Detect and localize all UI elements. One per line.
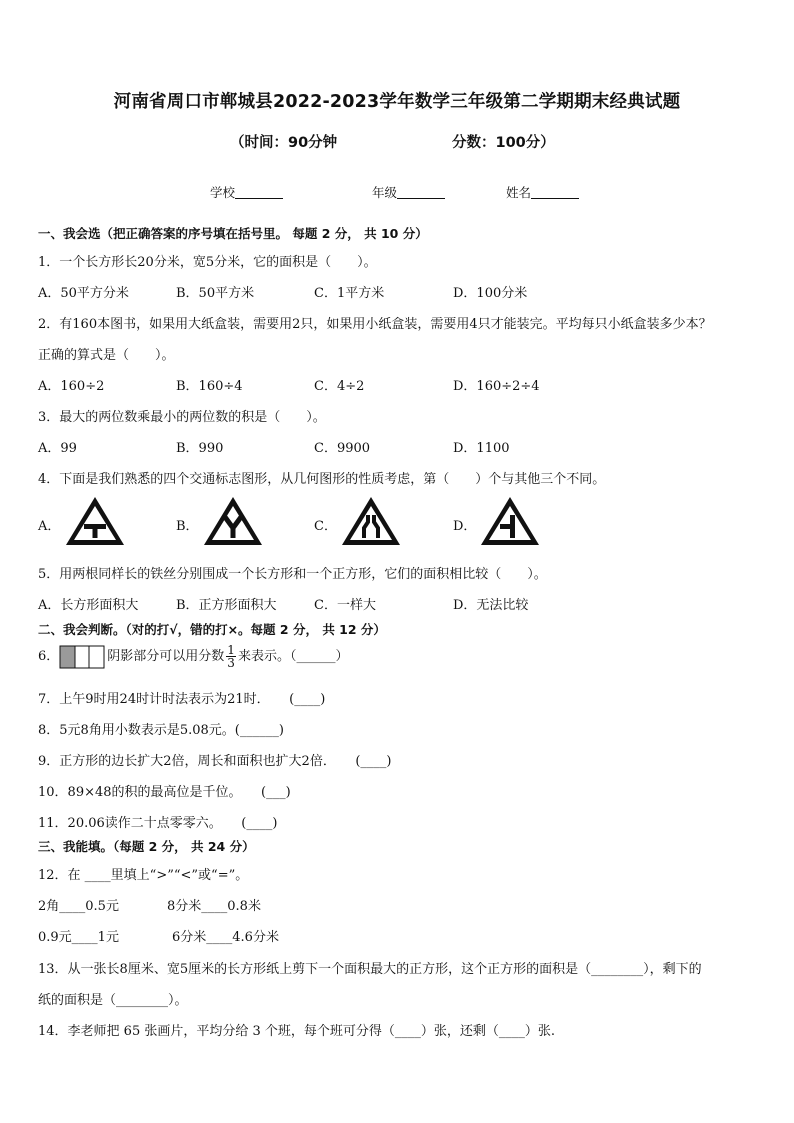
exam-score: 分数：100分） (452, 135, 555, 151)
school-blank[interactable] (235, 186, 283, 199)
q12-item-1[interactable]: 2角____0.5元 (38, 899, 119, 914)
question-13-line1: 13．从一张长8厘米、宽5厘米的长方形纸上剪下一个面积最大的正方形，这个正方形的面积是（________），剩下的 (38, 962, 702, 977)
question-2-line1: 2．有160本图书，如果用大纸盒装，需要用2只，如果用小纸盒装，需要用4只才能装完。平均每只小纸盒装多少本？ (38, 317, 712, 332)
page-title: 河南省周口市郸城县2022-2023学年数学三年级第二学期期末经典试题 (113, 92, 681, 112)
one-third-fraction (226, 644, 236, 669)
q12-item-2[interactable]: 8分米____0.8米 (167, 899, 261, 914)
q2-option-d[interactable]: D．160÷2÷4 (453, 379, 540, 394)
q1-option-b[interactable]: B．50平方米 (176, 286, 255, 301)
grade-label: 年级 (372, 185, 398, 200)
q1-option-c[interactable]: C．1平方米 (314, 286, 385, 301)
q1-option-d[interactable]: D．100分米 (453, 286, 528, 301)
question-7: 7．上午9时用24时计时法表示为21时． (____) (38, 692, 326, 707)
section3-heading: 三、我能填。（每题 2 分， 共 24 分） (38, 839, 255, 854)
question-13-line2: 纸的面积是（________）。 (38, 993, 188, 1008)
question-9: 9．正方形的边长扩大2倍，周长和面积也扩大2倍． (____) (38, 754, 392, 769)
q4-option-c[interactable]: C． (314, 519, 337, 534)
q12-item-3[interactable]: 0.9元____1元 (38, 930, 119, 945)
name-label: 姓名 (506, 185, 532, 200)
side-road-sign-icon (479, 495, 541, 547)
school-field[interactable] (210, 183, 283, 201)
grade-field[interactable] (372, 183, 445, 201)
t-junction-sign-icon (64, 495, 126, 547)
q2-option-b[interactable]: B．160÷4 (176, 379, 243, 394)
road-narrows-sign-icon (340, 495, 402, 547)
q12-item-4[interactable]: 6分米____4.6分米 (172, 930, 279, 945)
shaded-rectangle-figure (59, 645, 105, 669)
fraction-numerator: 1 (227, 643, 235, 657)
q5-option-c[interactable]: C．一样大 (314, 598, 376, 613)
q4-option-a[interactable]: A． (38, 519, 61, 534)
section2-heading: 二、我会判断。（对的打√，错的打×。每题 2 分， 共 12 分） (38, 622, 386, 637)
question-12: 12．在 ____里填上“>”“<”或“=”。 (38, 868, 249, 883)
q4-option-b[interactable]: B． (176, 519, 199, 534)
name-field[interactable] (506, 183, 579, 201)
q2-option-c[interactable]: C．4÷2 (314, 379, 365, 394)
question-4: 4．下面是我们熟悉的四个交通标志图形，从几何图形的性质考虑，第（ ）个与其他三个不同。 (38, 472, 606, 487)
exam-time: （时间：90分钟 (230, 135, 338, 151)
section1-heading: 一、我会选（把正确答案的序号填在括号里。 每题 2 分， 共 10 分） (38, 226, 428, 241)
q4-option-d[interactable]: D． (453, 519, 477, 534)
q3-option-a[interactable]: A．99 (38, 441, 77, 456)
grade-blank[interactable] (397, 186, 445, 199)
school-label: 学校 (210, 185, 236, 200)
q6-number: 6． (38, 649, 60, 664)
name-blank[interactable] (531, 186, 579, 199)
question-14: 14．李老师把 65 张画片，平均分给 3 个班，每个班可分得（____）张，还剩（____）张. (38, 1024, 556, 1039)
question-3: 3．最大的两位数乘最小的两位数的积是（ ）。 (38, 410, 326, 425)
q5-option-a[interactable]: A．长方形面积大 (38, 598, 139, 613)
question-10: 10．89×48的积的最高位是千位。 (___) (38, 785, 291, 800)
q6-text-after: 来表示。（______） (237, 649, 349, 664)
fraction-denominator: 3 (227, 656, 235, 670)
question-2-line2: 正确的算式是（ ）。 (38, 348, 175, 363)
q3-option-d[interactable]: D．1100 (453, 441, 510, 456)
q5-option-d[interactable]: D．无法比较 (453, 598, 529, 613)
q3-option-c[interactable]: C．9900 (314, 441, 371, 456)
q1-option-a[interactable]: A．50平方分米 (38, 286, 129, 301)
question-1: 1．一个长方形长20分米，宽5分米，它的面积是（ ）。 (38, 255, 377, 270)
y-junction-sign-icon (202, 495, 264, 547)
question-5: 5．用两根同样长的铁丝分别围成一个长方形和一个正方形，它们的面积相比较（ ）。 (38, 567, 547, 582)
question-8: 8．5元8角用小数表示是5.08元。(______) (38, 723, 284, 738)
question-11: 11．20.06读作二十点零零六。 (____) (38, 816, 278, 831)
q5-option-b[interactable]: B．正方形面积大 (176, 598, 277, 613)
q6-text-before: 阴影部分可以用分数 (107, 649, 225, 664)
q3-option-b[interactable]: B．990 (176, 441, 224, 456)
question-6 (38, 644, 348, 669)
q2-option-a[interactable]: A．160÷2 (38, 379, 105, 394)
